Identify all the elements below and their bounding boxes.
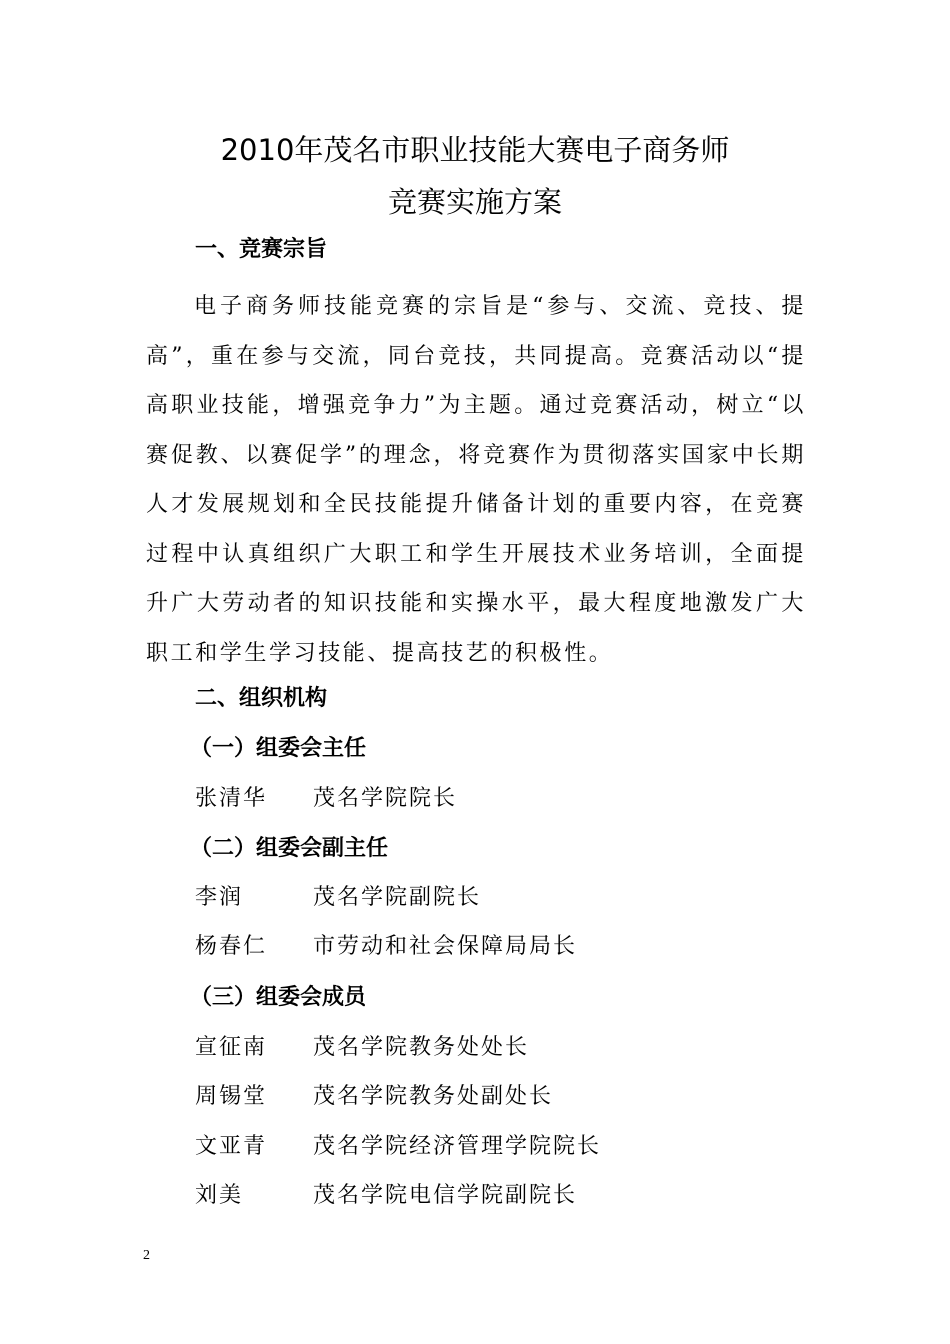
member-row [195, 1033, 529, 1063]
section1-paragraph: 电子商务师技能竞赛的宗旨是“参与、交流、竞技、提高”，重在参与交流，同台竞技，共同提高。竞赛活动以“提高职业技能，增强竞争力”为主题。通过竞赛活动，树立“以赛促教、以赛促学”的理念，将竞赛作为贯彻落实国家中长期人才发展规划和全民技能提升储备计划的重要内容，在竞赛过程中认真组织广大职工和学生开展技术业务培训，全面提升广大劳动者的知识技能和实操水平，最大程度地激发广大职工和学生学习技能、提高技艺的积极性。 [146, 294, 806, 666]
member-role: 茂名学院副院长 [313, 885, 482, 910]
member-role: 茂名学院教务处处长 [313, 1035, 530, 1060]
section1-heading: 一、竞赛宗旨 [195, 237, 328, 262]
member-row [195, 883, 481, 913]
sub3-heading: （三）组委会成员 [190, 984, 367, 1010]
sub2-heading: （二）组委会副主任 [190, 835, 389, 861]
member-row [195, 1082, 553, 1112]
member-name: 张清华 [195, 786, 268, 811]
member-role: 茂名学院教务处副处长 [313, 1084, 554, 1109]
section2-heading: 二、组织机构 [195, 686, 328, 711]
member-name: 杨春仁 [195, 934, 268, 959]
member-name: 刘美 [195, 1183, 244, 1208]
sub1-heading: （一）组委会主任 [190, 735, 367, 761]
document-title-line1: 2010年茂名市职业技能大赛电子商务师 [220, 133, 730, 167]
member-role: 茂名学院电信学院副院长 [313, 1183, 578, 1208]
member-name: 文亚青 [195, 1134, 268, 1159]
member-name: 宣征南 [195, 1035, 268, 1060]
member-row [195, 932, 577, 962]
member-role: 市劳动和社会保障局局长 [313, 934, 578, 959]
member-name: 李润 [195, 885, 244, 910]
member-row [195, 784, 457, 814]
document-title-line2: 竞赛实施方案 [387, 185, 562, 219]
page-number: 2 [143, 1248, 150, 1263]
member-role: 茂名学院院长 [313, 786, 458, 811]
member-name: 周锡堂 [195, 1084, 268, 1109]
member-row [195, 1132, 601, 1162]
member-role: 茂名学院经济管理学院院长 [313, 1134, 602, 1159]
member-row [195, 1181, 577, 1211]
